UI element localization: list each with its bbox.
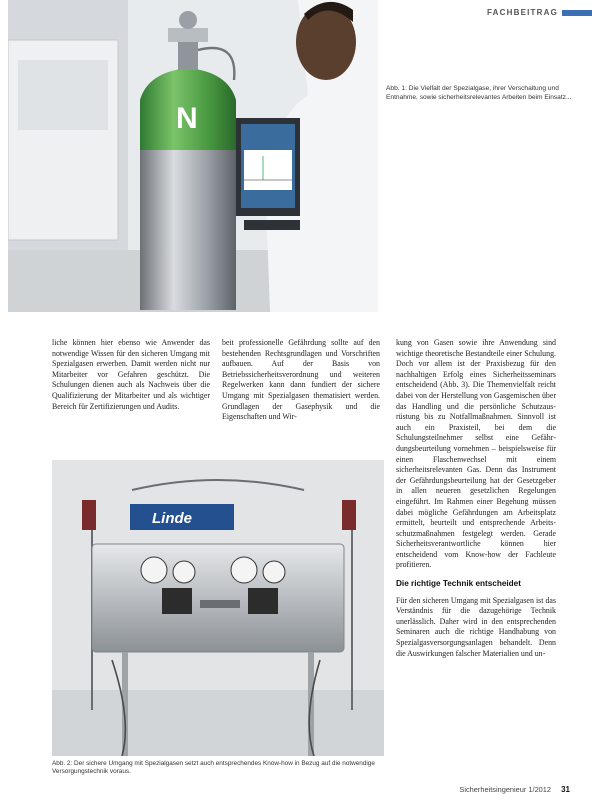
body-column-3 (396, 338, 556, 659)
body-paragraph: liche können hier ebenso wie Anwender das notwendige Wissen für den sicheren Umgang mit Spezialgasen erwerben. Damit werden nicht nur Mitarbeiter vor Gefahren geschützt. Die Schulungen dienen auch als Nachweis über die Qualifizierung der Mitarbeiter und als wichtiger Bereich für Zertifizierungen und Audits. (52, 338, 210, 411)
body-column-2 (222, 338, 380, 423)
body-column-1 (52, 338, 210, 412)
page-number: 31 (561, 785, 570, 794)
body-paragraph: Für den sicheren Umgang mit Spezialgasen ist das Verständnis für die dazugehörige Technik unerlässlich. Daher wird in den entsprechenden Seminaren auch die richtige Handhabung von Spezialgasversorgungsanlagen behandelt. Denn die Auswirkungen falscher Materialien und un- (396, 595, 556, 658)
section-label: FACHBEITRAG (487, 8, 558, 17)
body-paragraph: kung von Gasen sowie ihre Anwendung sind wichtige theoretische Bestandteile einer Schulung. Doch vor allem ist der Praxisbezug für den nachhaltigen Erfolg eines Sicherheitsseminars entscheidend (Abb. 3). Die Themenvielfalt reicht dabei von der Herstellung von Gasgemischen über das Handling und die persönliche Schutzausrüstung bis zu Notfallmaßnahmen. Sinnvoll ist auch ein Praxisteil, bei dem die Schulungsteilnehmer selbst eine Gefährdungsbeurteilung vornehmen – beispielsweise für einen Flaschenwechsel mit einem sicherheitsrelevanten Gas. Denn das Instrument der Gefährdungsbeurteilung hat der Gesetzgeber in allen neueren gesetzlichen Regelungen eingeführt. Im Rahmen einer Begehung müssen dabei mögliche Gefährdungen am Arbeitsplatz ermittelt, beurteilt und entsprechende Arbeitsschutzmaßnahmen festgelegt werden. Gerade Sicherheitsverantwortliche können hier entscheidend vom Know-how der Fachleute profitieren. (396, 338, 556, 570)
cylinder-label: N (176, 102, 198, 135)
section-accent-bar (562, 10, 592, 16)
subheading: Die richtige Technik entscheidet (396, 579, 521, 589)
panel-brand-logo: Linde (152, 510, 192, 527)
figure-2-caption: Abb. 2: Der sichere Umgang mit Spezialgasen setzt auch entsprechendes Know-how in Bezug auf die notwendige Versorgungstechnik voraus. (52, 760, 375, 776)
body-paragraph: beit professionelle Gefährdung sollte auf den bestehenden Rechtsgrundlagen und Vorschriften aufbauen. Auf der Basis von Betriebssicherheitsverordnung und weiteren Regelwerken kann dann fundiert der sichere Umgang mit Spezialgasen thematisiert werden. Grundlagen der Gasephysik und die Eigenschaften und Wir- (222, 338, 380, 422)
figure-1-caption: Abb. 1: Die Vielfalt der Spezialgase, ihrer Verschaltung und Entnahme, sowie sicherheitsrelevantes Arbeiten beim Einsatz... (386, 85, 572, 101)
journal-name: Sicherheitsingenieur 1/2012 (459, 785, 552, 794)
page-footer (459, 785, 570, 794)
figure-2-photo (52, 460, 384, 756)
figure-1-photo (8, 0, 378, 312)
